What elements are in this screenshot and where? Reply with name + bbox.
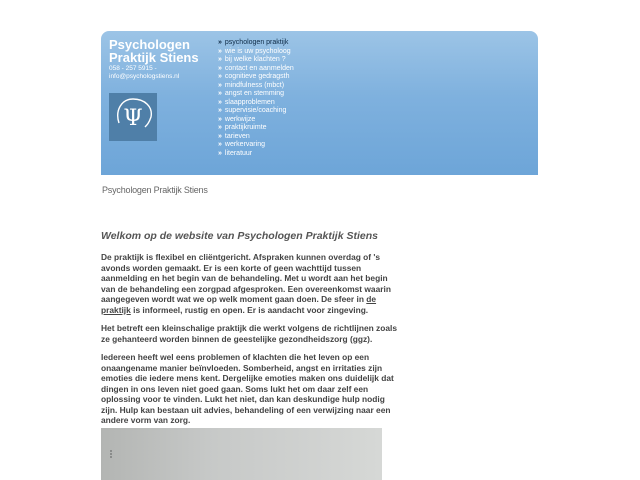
intro-text-1: De praktijk is flexibel en cliëntgericht. Afspraken kunnen overdag of 's avonds worden gemaakt. Er is een korte of geen wachttijd tussen aanmelding en het begin van de behandeling. Met u wordt aan het begin van de behandeling een zorgpad afgesproken. Een overeenkomst waarin aangegeven wordt wat we op welk moment gaan doen. De sfeer in bbox=[101, 252, 391, 304]
nav-item-label: tarieven bbox=[224, 132, 250, 140]
nav-item-label: literatuur bbox=[224, 149, 253, 157]
nav-bullet-icon: » bbox=[218, 81, 222, 89]
nav-bullet-icon: » bbox=[218, 107, 222, 114]
nav-item[interactable] bbox=[218, 141, 294, 150]
nav-bullet-icon: » bbox=[218, 39, 222, 46]
de-praktijk-link[interactable]: de praktijk bbox=[101, 294, 377, 315]
brand-line-1: Psychologen bbox=[109, 37, 190, 52]
nav-bullet-icon: » bbox=[218, 115, 222, 123]
welcome-heading: Welkom op de website van Psychologen Praktijk Stiens bbox=[101, 230, 378, 242]
contact-info bbox=[109, 65, 179, 80]
nav-item-label: wie is uw psycholoog bbox=[224, 47, 291, 55]
site-header bbox=[101, 31, 538, 175]
nav-bullet-icon: » bbox=[218, 56, 222, 63]
nav-item[interactable] bbox=[218, 99, 294, 108]
nav-item-label: psychologen praktijk bbox=[224, 39, 289, 46]
nav-item-label: praktijkruimte bbox=[224, 124, 267, 131]
nav-item-label: bij welke klachten ? bbox=[224, 56, 286, 63]
nav-item[interactable] bbox=[218, 48, 294, 57]
phone-number: 058 - 257 5915 - bbox=[109, 65, 157, 72]
intro-paragraph bbox=[101, 252, 401, 315]
nav-item[interactable] bbox=[218, 124, 294, 133]
ggz-paragraph: Het betreft een kleinschalige praktijk die werkt volgens de richtlijnen zoals ze gehanteerd worden binnen de geestelijke gezondheidszorg (ggz). bbox=[101, 323, 398, 344]
email-address[interactable]: info@psychologstiens.nl bbox=[109, 72, 180, 80]
nav-bullet-icon: » bbox=[218, 73, 222, 80]
nav-item-label: cognitieve gedragsth bbox=[224, 73, 290, 80]
nav-bullet-icon: » bbox=[218, 149, 222, 157]
nav-item-label: werkervaring bbox=[224, 141, 265, 148]
nav-item[interactable] bbox=[218, 65, 294, 74]
brand-line-2: Praktijk Stiens bbox=[109, 50, 199, 65]
wall-fixture bbox=[110, 450, 114, 458]
nav-item[interactable] bbox=[218, 39, 294, 48]
nav-item[interactable] bbox=[218, 133, 294, 142]
site-title: Psychologen Praktijk Stiens bbox=[102, 185, 208, 195]
nav-bullet-icon: » bbox=[218, 132, 222, 140]
nav-item[interactable] bbox=[218, 82, 294, 91]
nav-bullet-icon: » bbox=[218, 64, 222, 72]
nav-item-label: supervisie/coaching bbox=[224, 107, 287, 114]
nav-bullet-icon: » bbox=[218, 98, 222, 106]
problems-paragraph: Iedereen heeft wel eens problemen of klachten die het leven op een onaangename manier beïnvloeden. Somberheid, angst en irritaties zijn emoties die iedere mens kent. Dergelijke emoties maken ons duidelijk dat dingen in ons leven niet goed gaan. Soms lukt het om daar zelf een oplossing voor te vinden. Lukt het niet, dan kan deskundige hulp nodig zijn. Hulp kan bestaan uit advies, behandeling of een verwijzing naar een andere vorm van zorg. bbox=[101, 352, 394, 425]
practice-room-photo bbox=[101, 428, 382, 480]
nav-item-label: slaapproblemen bbox=[224, 98, 275, 106]
nav-item[interactable] bbox=[218, 56, 294, 65]
nav-item[interactable] bbox=[218, 116, 294, 125]
logo-glyph: Ψ bbox=[123, 106, 143, 131]
nav-item[interactable] bbox=[218, 90, 294, 99]
nav-item-label: werkwijze bbox=[224, 115, 256, 123]
nav-item-label: mindfulness (mbct) bbox=[224, 81, 285, 89]
main-navigation bbox=[218, 39, 294, 158]
nav-bullet-icon: » bbox=[218, 90, 222, 97]
nav-item[interactable] bbox=[218, 107, 294, 116]
intro-text-2: is informeel, rustig en open. Er is aandacht voor zingeving. bbox=[130, 304, 369, 315]
nav-bullet-icon: » bbox=[218, 141, 222, 148]
brand-title[interactable] bbox=[109, 38, 199, 64]
nav-item[interactable] bbox=[218, 150, 294, 159]
nav-item-label: angst en stemming bbox=[224, 90, 285, 97]
nav-bullet-icon: » bbox=[218, 47, 222, 55]
psi-logo-icon bbox=[109, 93, 157, 141]
nav-bullet-icon: » bbox=[218, 124, 222, 131]
nav-item[interactable] bbox=[218, 73, 294, 82]
main-content bbox=[101, 230, 391, 242]
nav-item-label: contact en aanmelden bbox=[224, 64, 294, 72]
